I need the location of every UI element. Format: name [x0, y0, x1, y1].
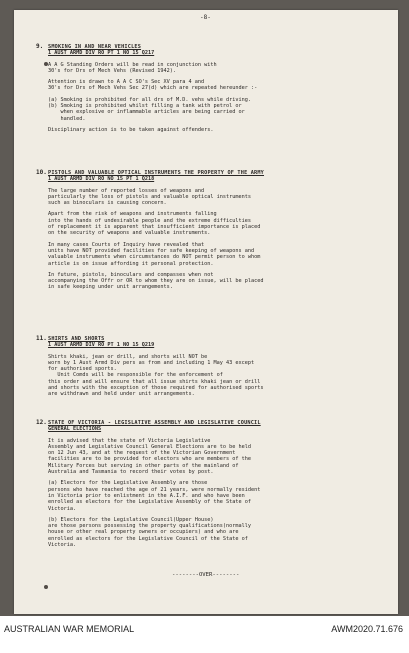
paragraph: It is advised that the state of Victoria Legislative Assembly and Legislative Council General Elections are to be held on 12 Jun 43, and at the request of the Victorian Government facilities are to be provided for electors who are members of the Military Forces but serving in other parts of the mainland of Australia and Tasmania to record their votes by post.: [48, 437, 252, 476]
paragraph: Shirts khaki, jean or drill, and shorts will NOT be worn by 1 Aust Armd Div pers as from and including 1 May 43 except for authorised sports. Unit Comds will be responsible for the enforcement of this order and will ensure that all issue shirts khaki jean or drill and shorts with the exception of those required for authorised sports are withdrawn and held under unit arrangements.: [48, 353, 264, 398]
section-reference: 1 AUST ARMD DIV RO NO 15 PT 1 Q218: [48, 176, 155, 183]
section-title: PISTOLS AND VALUABLE OPTICAL INSTRUMENTS THE PROPERTY OF THE ARMY: [48, 170, 265, 176]
paragraph: The large number of reported losses of weapons and particularly the loss of pistols and valuable optical instruments such as binoculars is causing concern.: [48, 187, 252, 207]
section-title: SMOKING IN AND NEAR VEHICLES: [48, 44, 142, 50]
paragraph: (a) Smoking is prohibited for all drs of M.D. vehs while driving. (b) Smoking is prohibited whilst filling a tank with petrol or when explosive or inflammable articles are being carried or handled.: [48, 96, 252, 122]
section-reference: 1 AUST ARMD DIV RO PT 1 NO 15 Q217: [48, 50, 155, 57]
paragraph: (b) Electors for the Legislative Council(Upper House) are those persons possessing the property qualifications(normally house or other real property owners or occupiers) and who are enrolled as electors for the Legislative Council of the State of Victoria.: [48, 516, 252, 549]
section-title: SHIRTS AND SHORTS: [48, 336, 105, 342]
paragraph: Apart from the risk of weapons and instruments falling into the hands of undesirable people and the extreme difficulties of replacement it is apparent that insufficient importance is placed on the security of weapons and valuable instruments.: [48, 211, 261, 237]
punch-hole: [44, 585, 48, 589]
accession-number: AWM2020.71.676: [331, 624, 403, 634]
section-number: 11.: [36, 335, 47, 342]
paragraph: In many cases Courts of Inquiry have revealed that units have NOT provided facilities for safe keeping of weapons and valuable instruments when circumstances do NOT permit person to whom article is on issue affording it personal protection.: [48, 241, 261, 267]
page-number: -8-: [200, 14, 211, 21]
section-12: [36, 420, 388, 548]
paragraph: Attention is drawn to A A C SO's Sec XV para 4 and 30's for Drs of Mech Vehs Sec 27(d) which are repeated hereunder :-: [48, 79, 258, 92]
section-title: STATE OF VICTORIA - LEGISLATIVE ASSEMBLY AND LEGISLATIVE COUNCIL: [48, 420, 261, 426]
punch-hole: [44, 62, 48, 66]
section-number: 9.: [36, 43, 44, 50]
paragraph: (a) Electors for the Legislative Assembly are those persons who have reached the age of 21 years, were normally resident in Victoria prior to enlistment in the A.I.F. and who have been enrolled as electors for the Legislative Assembly of the State of Victoria.: [48, 480, 261, 512]
section-9: [36, 44, 388, 133]
document-page: [14, 10, 398, 614]
archive-name: AUSTRALIAN WAR MEMORIAL: [4, 624, 135, 634]
section-number: 10.: [36, 169, 47, 176]
section-11: [36, 336, 388, 398]
section-reference: GENERAL ELECTIONS: [48, 426, 102, 433]
paragraph: Disciplinary action is to be taken against offenders.: [48, 126, 214, 133]
paragraph: In future, pistols, binoculars and compasses when not accompanying the Offr or OR to whom they are on issue, will be placed in safe keeping under unit arrangements.: [48, 271, 264, 291]
section-reference: 1 AUST ARMD DIV RO PT 1 NO 15 Q219: [48, 342, 155, 349]
archive-footer: [0, 618, 409, 653]
over-marker: --------OVER--------: [172, 572, 240, 578]
section-10: [36, 170, 388, 291]
section-number: 12.: [36, 419, 47, 426]
paragraph: A A G Standing Orders will be read in conjunction with 30's for Drs of Mech Vehs (Revised 1942).: [48, 61, 217, 74]
